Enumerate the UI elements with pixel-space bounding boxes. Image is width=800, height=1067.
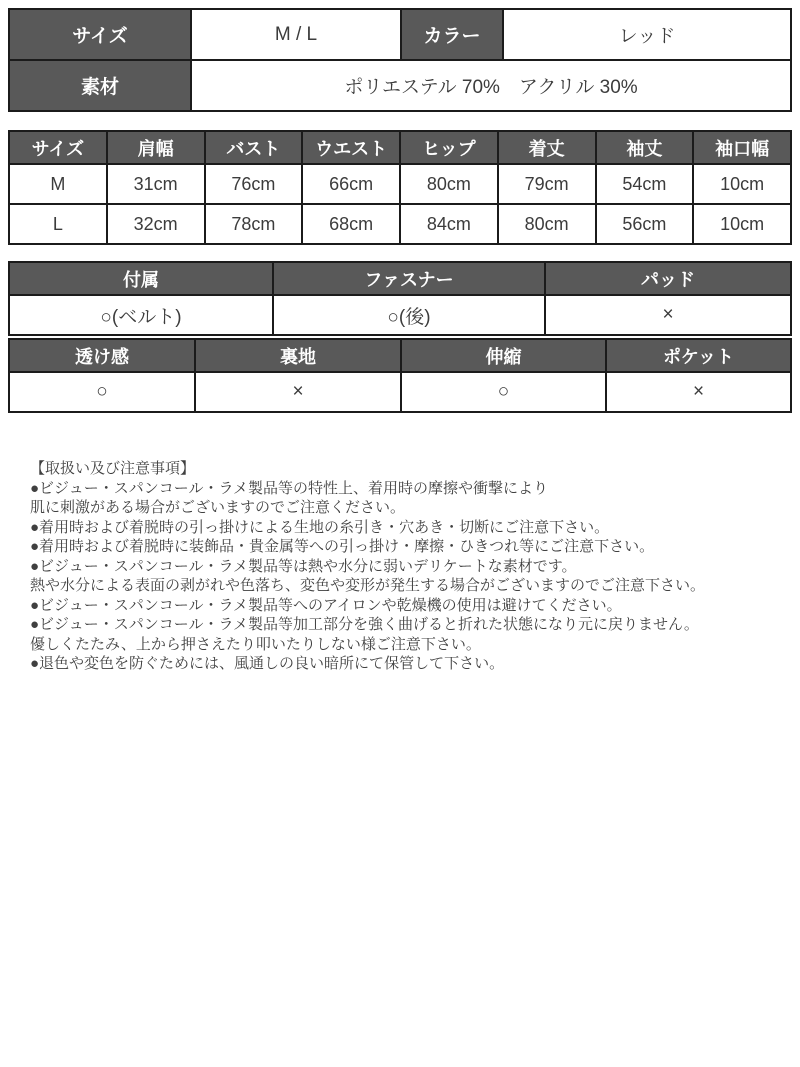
fastener-value-cell: ○(後) [273,295,545,335]
care-note-line: ●ビジュー・スパンコール・ラメ製品等加工部分を強く曲げると折れた状態になり元に戻りません。 [30,616,699,633]
measurements-header-cell: ヒップ [400,131,498,164]
fastener-header-cell: ファスナー [273,262,545,295]
measurement-cell: 31cm [107,164,205,204]
features-table-1 [8,261,792,336]
measurement-cell: 80cm [498,204,596,244]
stretch-header-cell: 伸縮 [401,339,606,372]
care-notes-title: 【取扱い及び注意事項】 [30,460,196,477]
care-note-line: ●着用時および着脱時の引っ掛けによる生地の糸引き・穴あき・切断にご注意下さい。 [30,518,610,536]
pocket-value-cell: × [606,372,791,412]
spec-table [8,8,792,112]
color-label-cell: カラー [401,9,503,60]
color-value-cell: レッド [503,9,791,60]
care-note-line: ●退色や変色を防ぐためには、風通しの良い暗所にて保管して下さい。 [30,655,505,672]
size-name-cell: L [9,204,107,244]
measurements-header-cell: 肩幅 [107,131,205,164]
measurement-cell: 84cm [400,204,498,244]
features2-header-row [9,339,791,372]
measurement-cell: 79cm [498,164,596,204]
measurement-cell: 78cm [205,204,303,244]
measurements-header-cell: ウエスト [302,131,400,164]
measurement-cell: 56cm [596,204,694,244]
measurements-header-cell: サイズ [9,131,107,164]
care-notes [8,459,792,674]
care-note-line: 熱や水分による表面の剥がれや色落ち、変色や変形が発生する場合がございますのでご注意下さい。 [30,577,706,594]
care-note-line: 肌に刺激がある場合がございますのでご注意ください。 [30,499,406,516]
measurements-header-cell: 袖口幅 [693,131,791,164]
features2-value-row [9,372,791,412]
material-label-cell: 素材 [9,60,191,111]
sheerness-header-cell: 透け感 [9,339,195,372]
size-name-cell: M [9,164,107,204]
measurements-table [8,130,792,245]
features1-value-row [9,295,791,335]
accessory-value-cell: ○(ベルト) [9,295,273,335]
care-note-line: ●ビジュー・スパンコール・ラメ製品等へのアイロンや乾燥機の使用は避けてください。 [30,596,622,614]
care-note-line: ●ビジュー・スパンコール・ラメ製品等は熱や水分に弱いデリケートな素材です。 [30,557,577,575]
measurement-cell: 10cm [693,164,791,204]
measurement-cell: 54cm [596,164,694,204]
pocket-header-cell: ポケット [606,339,791,372]
measurements-header-row [9,131,791,164]
measurements-header-cell: バスト [205,131,303,164]
measurements-header-cell: 着丈 [498,131,596,164]
features-table-2 [8,338,792,413]
measurement-cell: 68cm [302,204,400,244]
measurements-header-cell: 袖丈 [596,131,694,164]
spec-table-row-size-color [9,9,791,60]
measurement-cell: 80cm [400,164,498,204]
size-label-cell: サイズ [9,9,191,60]
care-note-line: ●着用時および着脱時に装飾品・貴金属等への引っ掛け・摩擦・ひきつれ等にご注意下さい。 [30,538,655,555]
material-value-cell: ポリエステル 70% アクリル 30% [191,60,791,111]
measurements-row-m [9,164,791,204]
measurement-cell: 10cm [693,204,791,244]
size-value-cell: M / L [191,9,401,60]
lining-header-cell: 裏地 [195,339,401,372]
care-note-line: ●ビジュー・スパンコール・ラメ製品等の特性上、着用時の摩擦や衝撃により [30,479,549,497]
pad-header-cell: パッド [545,262,791,295]
measurement-cell: 76cm [205,164,303,204]
spec-table-row-material [9,60,791,111]
accessory-header-cell: 付属 [9,262,273,295]
measurement-cell: 32cm [107,204,205,244]
measurement-cell: 66cm [302,164,400,204]
measurements-row-l [9,204,791,244]
sheerness-value-cell: ○ [9,372,195,412]
care-note-line: 優しくたたみ、上から押さえたり叩いたりしない様ご注意下さい。 [30,635,481,653]
features1-header-row [9,262,791,295]
pad-value-cell: × [545,295,791,335]
stretch-value-cell: ○ [401,372,606,412]
lining-value-cell: × [195,372,401,412]
